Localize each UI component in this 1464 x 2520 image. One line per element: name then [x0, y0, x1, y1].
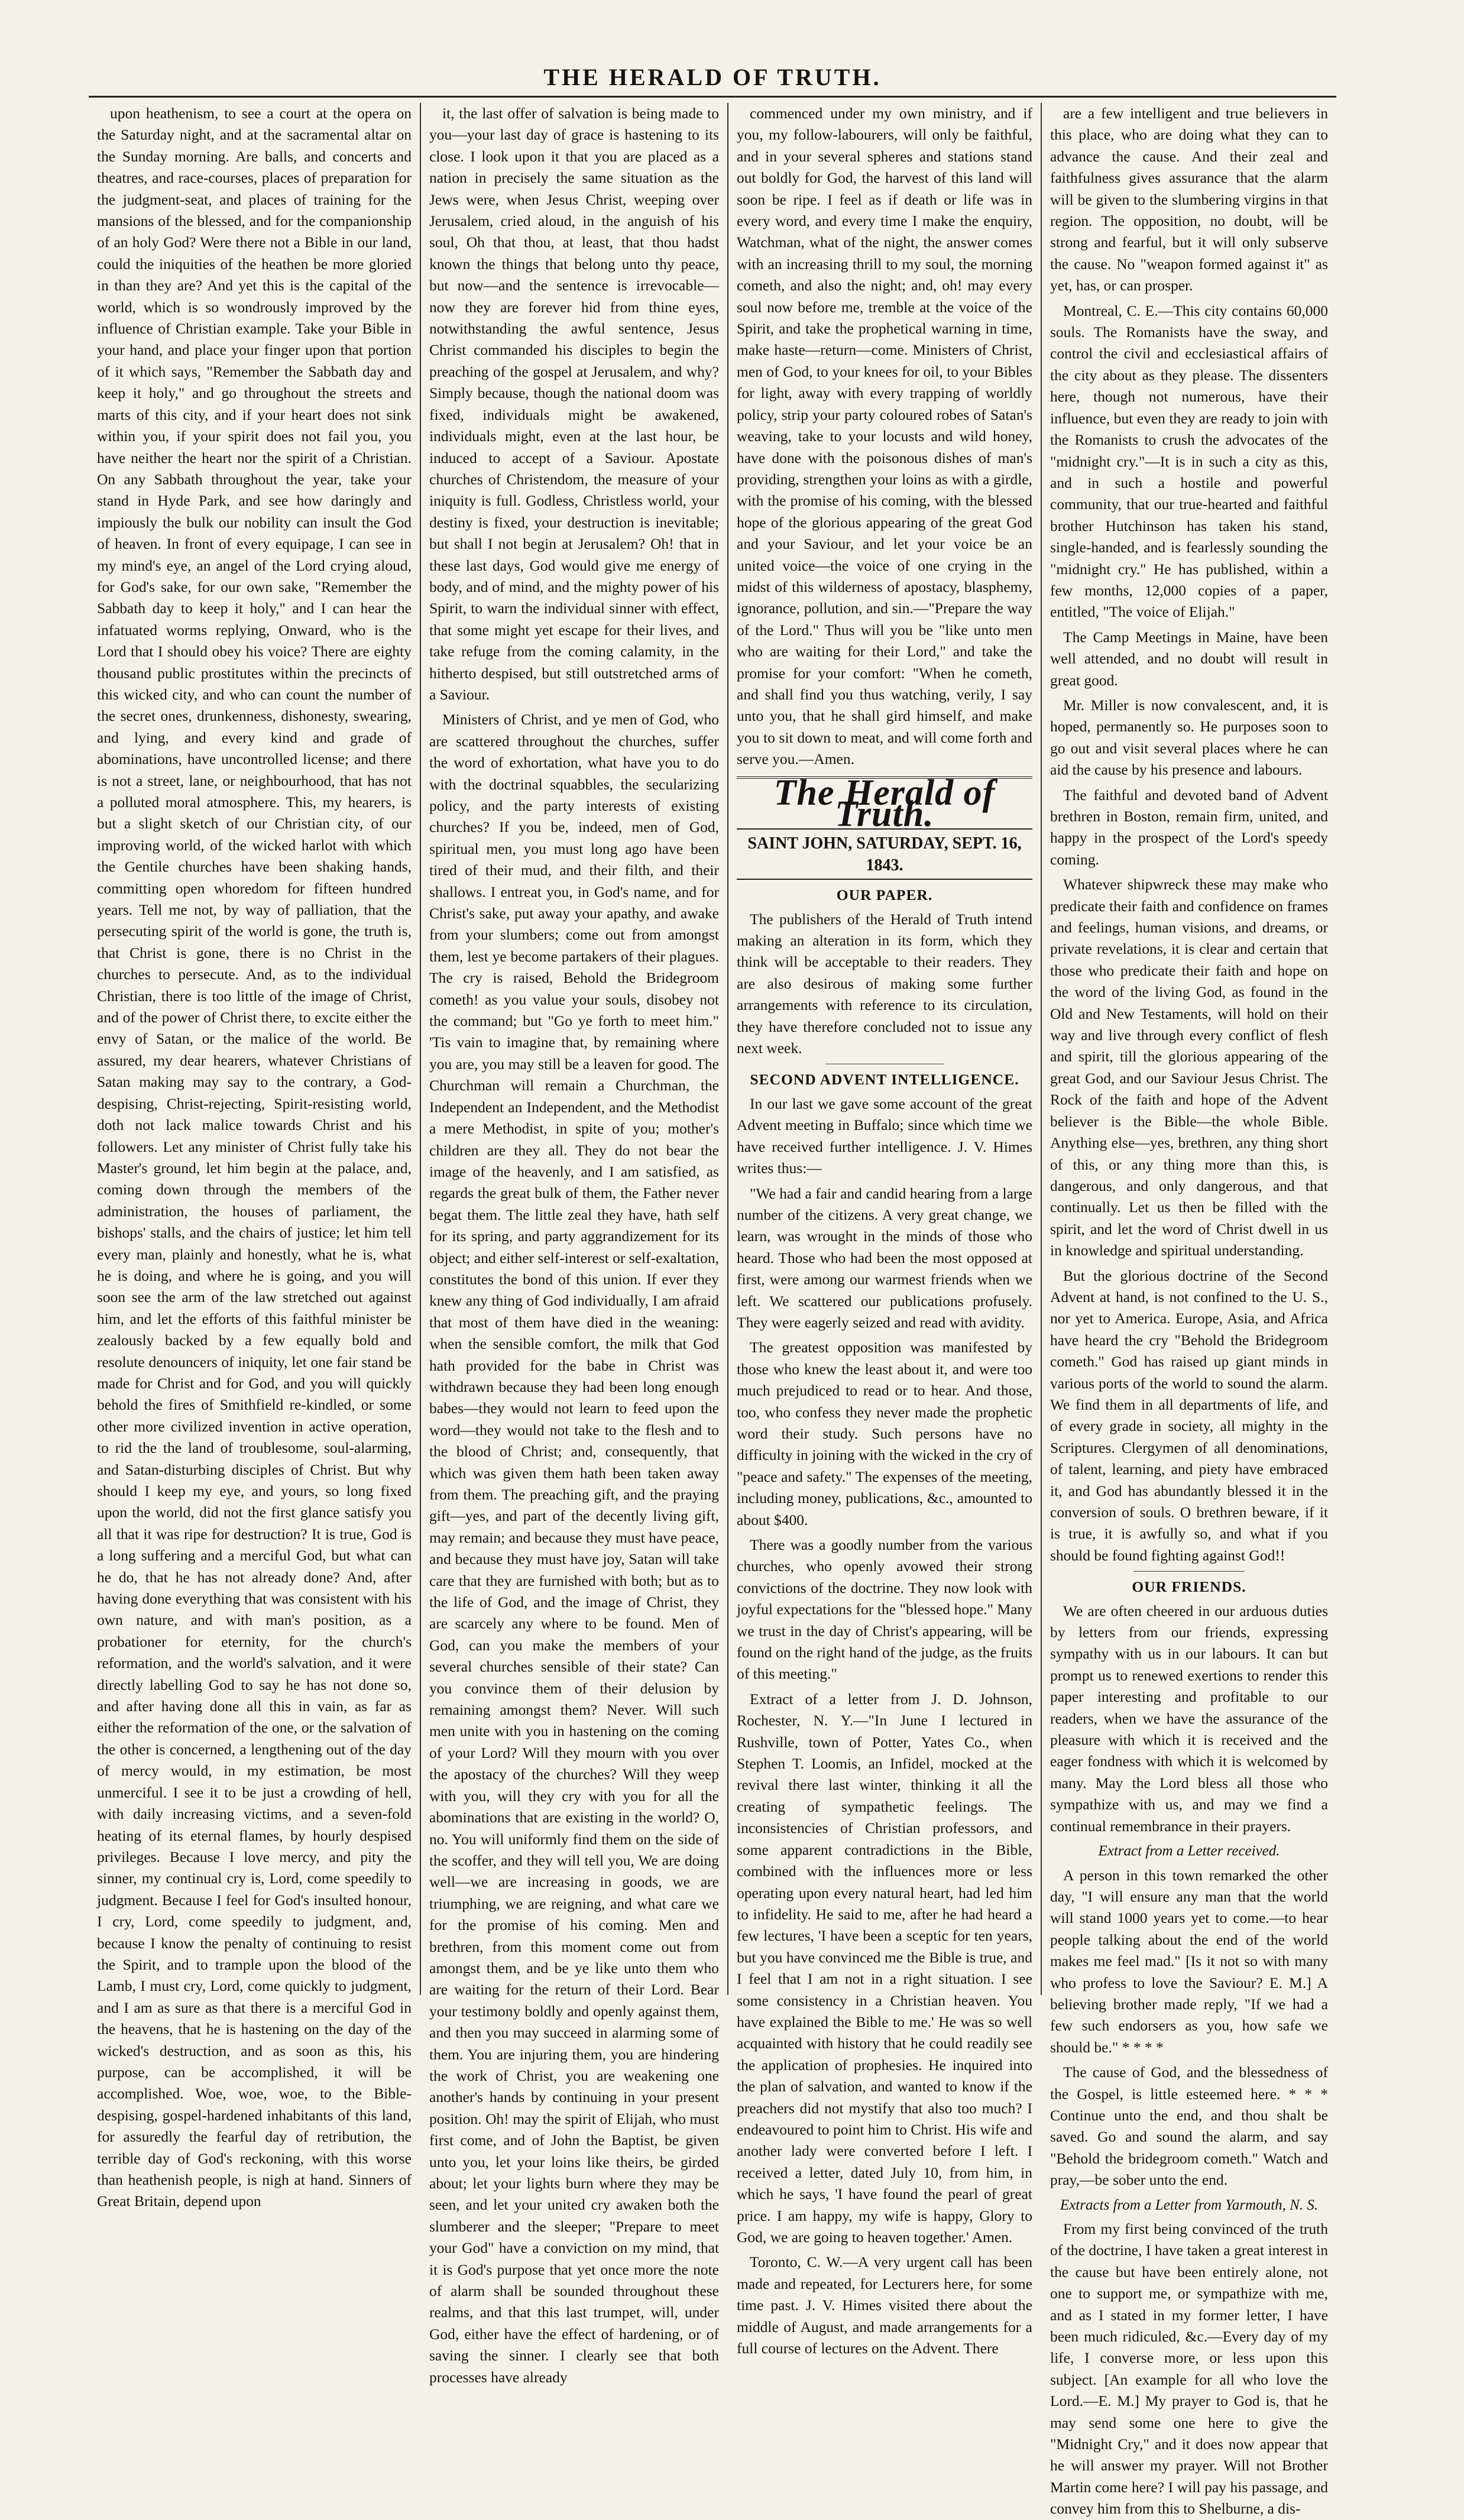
paragraph: But the glorious doctrine of the Second Advent at hand, is not confined to the U. S., nor yet to America. Europe, Asia, and Africa have heard the cry "Behold the Bridegroom cometh." God has raised up giant minds in various ports of the world to sound the alarm. We find them in all departments of life, and of every grade in society, all mighty in the Scriptures. Clergymen of all denominations, of talent, learning, and piety have embraced it, and God has abundantly blessed it in the conversion of souls. O brethren beware, if it is true, it is awfully so, and what if you should be found fighting against God!!: [1050, 1267, 1328, 1564]
second-advent-heading: SECOND ADVENT INTELLIGENCE.: [750, 1071, 1019, 1089]
column-1: [89, 103, 420, 2210]
section-divider: [1133, 1571, 1245, 1572]
masthead: The Herald of Truth.: [737, 776, 1032, 830]
paragraph: A person in this town remarked the other day, "I will ensure any man that the world will stand 1000 years yet to come.—to hear people talking about the end of the world makes me feel mad." [Is it not so with many who profess to love the Saviour? E. M.] A believing brother made reply, "If we had a few such endorsers as you, how safe we should be." * * * *: [1050, 1866, 1328, 2056]
column-3: [727, 103, 1041, 2357]
paragraph: The greatest opposition was manifested by those who knew the least about it, and were too much prejudiced to read or to hear. And those, too, who confess they never made the prophetic word their study. Such persons have no difficulty in joining with the wicked in the cry of "peace and safety." The expenses of the meeting, including money, publications, &c., amounted to about $400.: [737, 1339, 1032, 1528]
paragraph: Mr. Miller is now convalescent, and, it is hoped, permanently so. He purposes soon to go out and visit several places where he can aid the cause by his presence and labours.: [1050, 696, 1328, 779]
extract-heading: Extracts from a Letter from Yarmouth, N. S.: [1060, 2197, 1319, 2213]
paragraph: The cause of God, and the blessedness of the Gospel, is little esteemed here. * * * Continue unto the end, and thou shalt be saved. Go and sound the alarm, and say "Behold the bridegroom cometh." Watch and pray,—be sober unto the end.: [1050, 2064, 1328, 2189]
paragraph: Ministers of Christ, and ye men of God, who are scattered throughout the churches, suffer the word of exhortation, what have you to do with the doctrinal squabbles, the secularizing policy, and the party interests of existing churches? If you be, indeed, men of God, spiritual men, you must long ago have been tired of their mud, and their filth, and their shallows. I entreat you, in God's name, and for Christ's sake, put away your apathy, and awake from your slumbers; come out from amongst them, lest ye become partakers of their plagues. The cry is raised, Behold the Bridegroom cometh! as you value your souls, disobey not the command; but "Go ye forth to meet him." 'Tis vain to imagine that, by remaining where you are, you may still be a leaven for good. The Churchman will remain a Churchman, the Independent an Independent, and the Methodist a mere Methodist, in spite of you; mother's children are they all. They do not bear the image of the heavenly, and I am satisfied, as regards the great bulk of them, the Father never begat them. The little zeal they have, hath self for its spring, and party aggrandizement for its object; and either self-interest or self-exaltation, constitutes the bond of this union. If ever they knew any thing of God individually, I am afraid that most of them have died in the weaning: when the sensible comfort, the milk that God hath provided for the babe in Christ was withdrawn because they had been long enough babes—they would not learn to feed upon the word—they would not take to the flesh and to the blood of Christ; and, consequently, that which was given them hath been taken away from them. The preaching gift, and the praying gift—yes, and part of the decently living gift, may remain; and because they must have peace, and because they must have joy, Satan will take care that they are furnished with both; but as to the life of God, and the image of Christ, they are scarcely any where to be found. Men of God, can you make the members of your several churches sensible of their state? Can you convince them of their delusion by remaining amongst them? Never. Will such men unite with you in hastening on the coming of your Lord? Will they mourn with you over the apostacy of the churches? Will they weep with you, will they cry with you for all the abominations that are existing in the world? O, no. You will uniformly find them on the side of the scoffer, and they will tell you, We are doing well—we are increasing in goods, we are triumphing, we are reigning, and what care we for the promise of his coming. Men and brethren, from this moment come out from amongst them, and be ye like unto them who are waiting for the return of their Lord. Bear your testimony boldly and openly against them, and then you may succeed in alarming some of them. You are injuring them, you are hindering the work of Christ, you are weakening one another's hands by continuing in your present position. Oh! may the spirit of Elijah, who must first come, and of John the Baptist, be given unto you, let your loins like theirs, be girded about; let your lights burn where they may be seen, and let your united cry awaken both the slumberer and the sleeper; "Prepare to meet your God" have a conviction on my mind, that it is God's purpose that yet once more the note of alarm shall be sounded throughout these realms, and that this last trumpet, will, under God, either have the effect of hardening, or of saving the sinner. I clearly see that both processes have already: [429, 711, 719, 2386]
our-friends-heading: OUR FRIENDS.: [1132, 1578, 1246, 1596]
paragraph: Extract of a letter from J. D. Johnson, Rochester, N. Y.—"In June I lectured in Rushville, town of Potter, Yates Co., when Stephen T. Loomis, an Infidel, mocked at the revival there last winter, thinking it all the creating of sympathetic feelings. The inconsistencies of Christian professors, and some apparent contradictions in the Bible, combined with the influences more or less operating upon every natural heart, had led him to infidelity. He said to me, after he had heard a few lectures, 'I have been a sceptic for ten years, but you have convinced me the Bible is true, and I feel that I am not in a right situation. I see some consistency in a Christian heaven. You have explained the Bible to me.' He was so well acquainted with history that he could readily see the application of prophesies. He inquired into the plan of salvation, and wanted to know if the preachers did not mystify that also too much? I endeavoured to point him to Christ. His wife and another lady were converted before I left. I received a letter, dated July 10, from him, in which he says, 'I have found the pearl of great price. I am happy, my wife is happy, Glory to God, we are going to heaven together.' Amen.: [737, 1690, 1032, 2246]
paragraph: "We had a fair and candid hearing from a large number of the citizens. A very great change, we learn, was wrought in the minds of those who heard. Those who had been the most opposed at first, were among our warmest friends when we left. We scattered our publications profusely. They were eagerly seized and read with avidity.: [737, 1184, 1032, 1331]
paragraph: are a few intelligent and true believers in this place, who are doing what they can to advance the cause. And their zeal and faithfulness gives assurance that the alarm will be given to the slumbering virgins in that region. The opposition, no doubt, will be strong and fearful, but it will only subserve the cause. No "weapon formed against it" as yet, has, or can prosper.: [1050, 105, 1328, 294]
paragraph: The publishers of the Herald of Truth intend making an alteration in its form, which they think will be acceptable to their readers. They are also desirous of making some further arrangements with reference to its circulation, they have therefore concluded not to issue any next week.: [737, 910, 1032, 1057]
paragraph: The faithful and devoted band of Advent brethren in Boston, remain firm, united, and happy in the prospect of the Lord's speedy coming.: [1050, 786, 1328, 868]
paragraph: From my first being convinced of the truth of the doctrine, I have taken a great interest in the cause but have been entirely alone, not one to support me, or sympathize with me, and as I stated in my former letter, I have been much ridiculed, &c.—Every day of my life, I converse more, or less upon this subject. [An example for all who love the Lord.—E. M.] My prayer to God is, that he may send some one here to give the "Midnight Cry," and it does now appear that he will answer my prayer. Will not Brother Martin come here? I will pay his passage, and convey him from this to Shelburne, a dis-: [1050, 2220, 1328, 2518]
paragraph: upon heathenism, to see a court at the opera on the Saturday night, and at the sacramental altar on the Sunday morning. Are balls, and concerts and theatres, and race-courses, places of preparation for the judgment-seat, and places of training for the mansions of the blessed, and for the companionship of an holy God? Were there not a Bible in our land, could the iniquities of the heathen be more gloried in than they are? And yet this is the capital of the world, which is so wondrously improved by the influence of Christian example. Take your Bible in your hand, and place your finger upon that portion of it which says, "Remember the Sabbath day and keep it holy," and go throughout the streets and marts of this city, and if your heart does not sink within you, if your spirit does not fail you, you have neither the heart nor the spirit of a Christian. On any Sabbath throughout the year, take your stand in Hyde Park, and see how daringly and impiously the bulk our nobility can insult the God of heaven. In front of every equipage, I can see in my mind's eye, an angel of the Lord crying aloud, for God's sake, for our own sake, "Remember the Sabbath day to keep it holy," and I can hear the infatuated worms replying, Onward, who is the Lord that I should obey his voice? There are eighty thousand public prostitutes within the precincts of this wicked city, and who can count the number of the secret ones, drunkenness, dishonesty, swearing, and lying, and every kind and grade of abominations, have uncontrolled license; and there is not a street, lane, or neighbourhood, that has not a polluted moral atmosphere. This, my hearers, is but a slight sketch of our Christian city, of our improving world, of the wicked harlot with which the Gentile churches have been shaking hands, committing open whoredom for fifteen hundred years. Tell me not, by way of palliation, that the persecuting spirit of the world is gone, the truth is, that Christ is gone, there is no Christ in the churches to persecute. And, as to the individual Christian, there is too little of the image of Christ, and of the power of Christ there, to excite either the envy of Satan, or the malice of the world. Be assured, my dear hearers, whatever Christians of Satan making may say to the contrary, a God-despising, Christ-rejecting, Spirit-resisting world, doth not lack malice towards Christ and his followers. Let any minister of Christ fully take his Master's ground, let him begin at the palace, and, coming down through the members of the administration, the houses of parliament, the bishops' stalls, and the chairs of justice; let him tell every man, plainly and honestly, what he is, what he is doing, and where he is going, and you will soon see the arm of the law stretched out against him, and let the efforts of this faithful minister be zealously backed by a few equally bold and resolute denouncers of iniquity, let one fair stand be made for Christ and for God, and you will quickly behold the fires of Smithfield re-kindled, or some other more civilized invention in active operation, to rid the the land of troublesome, soul-alarming, and Satan-disturbing disciples of Christ. But why should I keep my eye, and yours, so long fixed upon the world, did not the first glance satisfy you all that it was ripe for destruction? It is true, God is a long suffering and a merciful God, but what can he do, that he has not already done? And, after having done everything that was consistent with his own nature, and with man's position, as a probationer for eternity, for the church's reformation, and the world's salvation, and it were directly labelling God to say he has not done so, and after having done all this in vain, as far as either the reformation of the one, or the salvation of the other is concerned, a lengthening out of the day of mercy would, in my estimation, be most unmerciful. I see it to be just a crowding of hell, with daily increasing victims, and a seven-fold heating of its eternal flames, by hourly despised privileges. Because I love mercy, and pity the sinner, my continual cry is, Lord, come speedily to judgment. Because I feel for God's insulted honour, I cry, Lord, come speedily to judgment, and, because I know the penalty of continuing to resist the Spirit, and to trample upon the blood of the Lamb, I must cry, Lord, come quickly to judgment, and I am as sure as that there is a merciful God in the heavens, that he is hastening on the day of the wicked's destruction, and as soon as this, his purpose, can be accomplished, it will be accomplished. Woe, woe, woe, to the Bible-despising, gospel-hardened inhabitants of this land, for assuredly the fearful day of retribution, the terrible day of God's reckoning, with this worse than heathenish people, is nigh at hand. Sinners of Great Britain, depend upon: [97, 105, 412, 2210]
paragraph: Montreal, C. E.—This city contains 60,000 souls. The Romanists have the sway, and control the civil and ecclesiastical affairs of the city about as they please. The dissenters here, though not numerous, have their influence, but even they are ready to join with the Romanists to crush the advocates of the "midnight cry."—It is in such a city as this, and in such a hostile and powerful community, that our true-hearted and faithful brother Hutchinson has taken his stand, single-handed, and is fearlessly sounding the "midnight cry." He has published, within a few months, 12,000 copies of a paper, entitled, "The voice of Elijah.": [1050, 302, 1328, 621]
columns: [89, 103, 1336, 2518]
column-4: [1041, 103, 1336, 2518]
newspaper-page: [89, 59, 1336, 2518]
extract-heading: Extract from a Letter received.: [1098, 1843, 1280, 1860]
column-2: [420, 103, 727, 2386]
our-paper-heading: OUR PAPER.: [836, 886, 933, 904]
paragraph: Whatever shipwreck these may make who predicate their faith and confidence on frames and feelings, human visions, and dreams, or private revelations, it is clear and certain that those who predicate their faith and hope on the word of the living God, as found in the Old and New Testaments, will hold on their way and live through every conflict of flesh and spirit, till the glorious appearing of the great God, and our Saviour Jesus Christ. The Rock of the faith and hope of the Advent believer is the Bible—the whole Bible. Anything else—yes, brethren, any thing short of this, or any thing more than this, is dangerous, and only dangerous, and that continually. Let us then be filled with the spirit, and let the word of Christ dwell in us in knowledge and spiritual understanding.: [1050, 876, 1328, 1259]
paragraph: There was a goodly number from the various churches, who openly avowed their strong convictions of the doctrine. They now look with joyful expectations for the "blessed hope." Many we trust in the day of Christ's appearing, will be found on the right hand of the judge, as the fruits of this meeting.": [737, 1536, 1032, 1683]
paragraph: The Camp Meetings in Maine, have been well attended, and no doubt will result in great good.: [1050, 628, 1328, 689]
paragraph: We are often cheered in our arduous duties by letters from our friends, expressing sympathy with us in our labours. It can but prompt us to renewed exertions to render this paper interesting and profitable to our readers, when we have the assurance of the pleasure with which it is received and the eager fondness with which it is welcomed by many. May the Lord bless all those who sympathize with us, and may we find a continual remembrance in their prayers.: [1050, 1602, 1328, 1835]
paragraph: it, the last offer of salvation is being made to you—your last day of grace is hastening to its close. I look upon it that you are placed as a nation in precisely the same situation as the Jews were, when Jesus Christ, weeping over Jerusalem, cried aloud, in the anguish of his soul, Oh that thou, at least, that thou hadst known the things that belong unto thy peace, but now—and the sentence is irrevocable—now they are forever hid from thine eyes, notwithstanding the awful sentence, Jesus Christ commanded his disciples to begin the preaching of the gospel at Jerusalem, and why? Simply because, though the national doom was fixed, individuals might be awakened, individuals might, even at the last hour, be induced to accept of a Saviour. Apostate churches of Christendom, the measure of your iniquity is full. Godless, Christless world, your destiny is fixed, your destruction is inevitable; but shall I not begin at Jerusalem? Oh! that in these last days, God would give me energy of body, and of mind, and the mighty power of his Spirit, to warn the individual sinner with effect, that some might yet escape for their lives, and take refuge from the coming calamity, in the hitherto despised, but still outstretched arms of a Saviour.: [429, 105, 719, 703]
dateline: SAINT JOHN, SATURDAY, SEPT. 16, 1843.: [737, 832, 1032, 880]
paragraph: Toronto, C. W.—A very urgent call has been made and repeated, for Lecturers here, for some time past. J. V. Himes visited there about the middle of August, and made arrangements for a full course of lectures on the Advent. There: [737, 2253, 1032, 2357]
running-head: THE HERALD OF TRUTH.: [89, 59, 1336, 98]
paragraph: commenced under my own ministry, and if you, my follow-labourers, will only be faithful, and in your several spheres and stations stand out boldly for God, the harvest of this land will soon be ripe. I feel as if death or life was in every word, and every time I make the enquiry, Watchman, what of the night, the answer comes with an increasing thrill to my soul, the morning cometh, and also the night; and, oh! may every soul now before me, tremble at the voice of the Spirit, and take the prophetical warning in time, make haste—return—come. Ministers of Christ, men of God, to your knees for oil, to your Bibles for light, away with every trapping of worldly policy, strip your party coloured robes of Satan's weaving, take to your locusts and wild honey, have done with the poisonous dishes of man's providing, strengthen your loins as with a girdle, with the promise of his coming, with the blessed hope of the glorious appearing of the great God and your Saviour, and let your voice be an united voice—the voice of one crying in the midst of this wilderness of apostacy, blasphemy, ignorance, pollution, and sin.—"Prepare the way of the Lord." Thus will you be "like unto men who are waiting for their Lord," and take the promise for your comfort: "When he cometh, and shall find you thus watching, verily, I say unto you, that he shall gird himself, and make you to sit down to meat, and will come forth and serve you.—Amen.: [737, 105, 1032, 768]
paragraph: In our last we gave some account of the great Advent meeting in Buffalo; since which time we have received further intelligence. J. V. Himes writes thus:—: [737, 1094, 1032, 1177]
